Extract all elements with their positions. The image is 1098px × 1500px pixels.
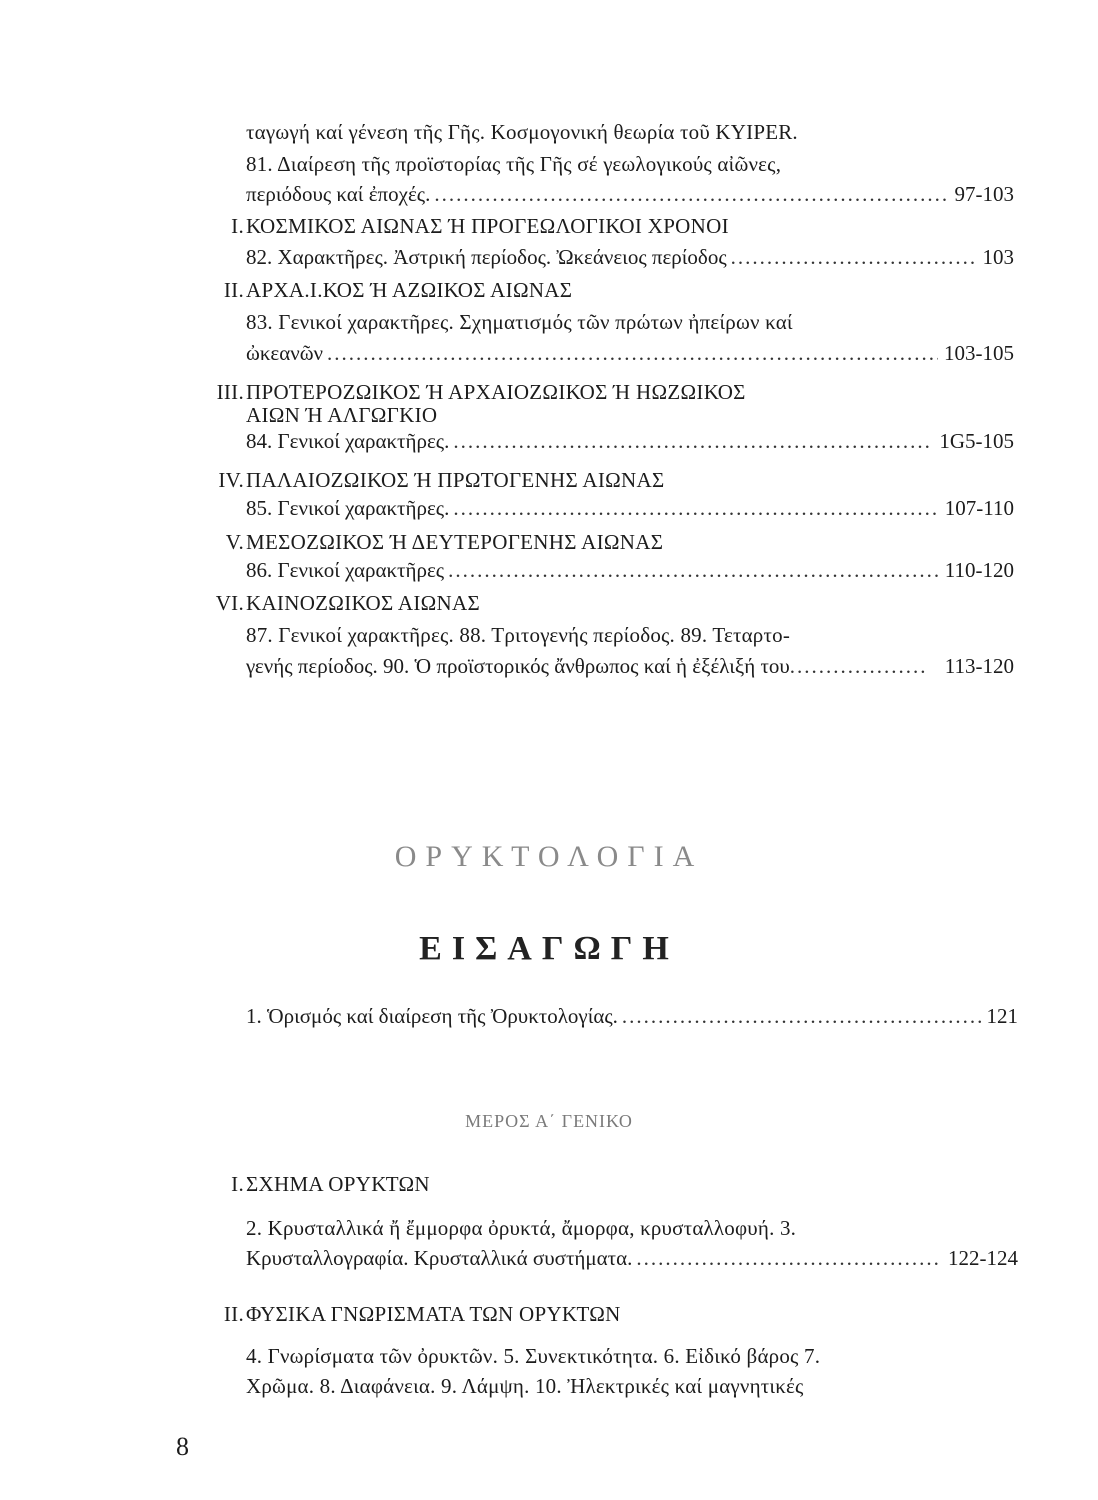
toc-entry-text: 84. Γενικοί χαρακτῆρες. bbox=[246, 429, 450, 453]
section-title: ΜΕΣΟΖΩΙΚΟΣ Ή ΔΕΥΤΕΡΟΓΕΝΗΣ ΑΙΩΝΑΣ bbox=[246, 530, 664, 554]
toc-entry bbox=[246, 180, 1014, 208]
leader-dots bbox=[622, 1002, 981, 1030]
toc-page-ref: 103 bbox=[982, 245, 1014, 269]
toc-entry bbox=[246, 556, 1014, 584]
leader-space bbox=[790, 652, 927, 680]
toc-entry-text: 85. Γενικοί χαρακτῆρες. bbox=[246, 496, 450, 520]
toc-entry-text: 86. Γενικοί χαρακτῆρες bbox=[246, 558, 445, 582]
toc-page-ref: 121 bbox=[986, 1004, 1018, 1028]
section-title: ΑΡΧΑ.Ι.ΚΟΣ Ή ΑΖΩΙΚΟΣ ΑΙΩΝΑΣ bbox=[246, 278, 573, 302]
part-heading: ΟΡΥΚΤΟΛΟΓΙΑ bbox=[394, 840, 704, 873]
toc-entry-text: γενής περίοδος. 90. Ὁ προϊστορικός ἄνθρωπος καί ἡ ἐξέλιξή του bbox=[246, 654, 790, 678]
toc-entry bbox=[246, 243, 1014, 271]
toc-entry bbox=[246, 1244, 1018, 1272]
toc-entry bbox=[246, 494, 1014, 522]
toc-line: 83. Γενικοί χαρακτῆρες. Σχηματισμός τῶν πρώτων ἠπείρων καί bbox=[246, 310, 793, 334]
leader-dots bbox=[448, 556, 939, 584]
roman-numeral: II. bbox=[223, 278, 244, 302]
toc-entry-text: ὠκεανῶν bbox=[246, 341, 324, 365]
section-title: ΠΡΟΤΕΡΟΖΩΙΚΟΣ Ή ΑΡΧΑΙΟΖΩΙΚΟΣ Ή ΗΩΖΩΙΚΟΣ bbox=[246, 380, 746, 404]
toc-line: 87. Γενικοί χαρακτῆρες. 88. Τριτογενής περίοδος. 89. Τεταρτο- bbox=[246, 623, 791, 647]
toc-page-ref: 97-103 bbox=[954, 182, 1014, 206]
roman-numeral: II. bbox=[223, 1302, 244, 1326]
toc-page-ref: 110-120 bbox=[944, 558, 1014, 582]
toc-line: 81. Διαίρεση τῆς προϊστορίας τῆς Γῆς σέ γεωλογικούς αἰῶνες, bbox=[246, 152, 782, 176]
roman-numeral: III. bbox=[216, 380, 244, 404]
section-title: ΣΧΗΜΑ ΟΡΥΚΤΩΝ bbox=[246, 1172, 430, 1196]
leader-dots bbox=[327, 339, 938, 367]
toc-page-ref: 103-105 bbox=[944, 341, 1014, 365]
chapter-heading: ΕΙΣΑΓΩΓΗ bbox=[419, 930, 679, 967]
leader-dots bbox=[434, 180, 948, 208]
section-title: ΠΑΛΑΙΟΖΩΙΚΟΣ Ή ΠΡΩΤΟΓΕΝΗΣ ΑΙΩΝΑΣ bbox=[246, 468, 665, 492]
toc-page-ref: 1G5-105 bbox=[939, 429, 1014, 453]
roman-numeral: VI. bbox=[215, 591, 244, 615]
toc-line: 2. Κρυσταλλικά ἤ ἔμμορφα ὀρυκτά, ἄμορφα, κρυσταλλοφυή. 3. bbox=[246, 1216, 797, 1240]
leader-dots bbox=[453, 427, 933, 455]
roman-numeral: I. bbox=[231, 214, 244, 238]
toc-line: ταγωγή καί γένεση τῆς Γῆς. Κοσμογονική θεωρία τοῦ KYIPER. bbox=[246, 120, 798, 144]
toc-page-ref: 122-124 bbox=[948, 1246, 1018, 1270]
toc-entry bbox=[246, 1002, 1018, 1030]
roman-numeral: IV. bbox=[218, 468, 244, 492]
page-number: 8 bbox=[176, 1432, 189, 1461]
toc-line: 4. Γνωρίσματα τῶν ὀρυκτῶν. 5. Συνεκτικότητα. 6. Εἰδικό βάρος 7. bbox=[246, 1344, 821, 1368]
toc-entry-text: Κρυσταλλογραφία. Κρυσταλλικά συστήματα. bbox=[246, 1246, 633, 1270]
toc-entry bbox=[246, 339, 1014, 367]
section-title: ΦΥΣΙΚΑ ΓΝΩΡΙΣΜΑΤΑ ΤΩΝ ΟΡΥΚΤΩΝ bbox=[246, 1302, 621, 1326]
toc-entry bbox=[246, 652, 1014, 680]
toc-entry-text: 82. Χαρακτῆρες. Ἀστρική περίοδος. Ὠκεάνειος περίοδος bbox=[246, 245, 727, 269]
roman-numeral: V. bbox=[225, 530, 244, 554]
toc-entry-text: περιόδους καί ἐποχές. bbox=[246, 182, 431, 206]
toc-entry bbox=[246, 427, 1014, 455]
subpart-heading: ΜΕΡΟΣ Α΄ ΓΕΝΙΚΟ bbox=[465, 1111, 633, 1131]
leader-dots bbox=[731, 243, 977, 271]
toc-line: Χρῶμα. 8. Διαφάνεια. 9. Λάμψη. 10. Ἠλεκτρικές καί μαγνητικές bbox=[246, 1374, 804, 1398]
section-title: ΚΑΙΝΟΖΩΙΚΟΣ ΑΙΩΝΑΣ bbox=[246, 591, 481, 615]
leader-dots bbox=[453, 494, 938, 522]
section-title-continued: ΑΙΩΝ Ή ΑΛΓΩΓΚΙΟ bbox=[246, 403, 438, 427]
roman-numeral: I. bbox=[231, 1172, 244, 1196]
toc-page-ref: 107-110 bbox=[944, 496, 1014, 520]
toc-page-ref: 113-120 bbox=[944, 654, 1014, 678]
section-title: ΚΟΣΜΙΚΟΣ ΑΙΩΝΑΣ Ή ΠΡΟΓΕΩΛΟΓΙΚΟΙ ΧΡΟΝΟΙ bbox=[246, 214, 729, 238]
leader-dots bbox=[636, 1244, 942, 1272]
toc-entry-text: 1. Ὁρισμός καί διαίρεση τῆς Ὀρυκτολογίας. bbox=[246, 1004, 618, 1028]
